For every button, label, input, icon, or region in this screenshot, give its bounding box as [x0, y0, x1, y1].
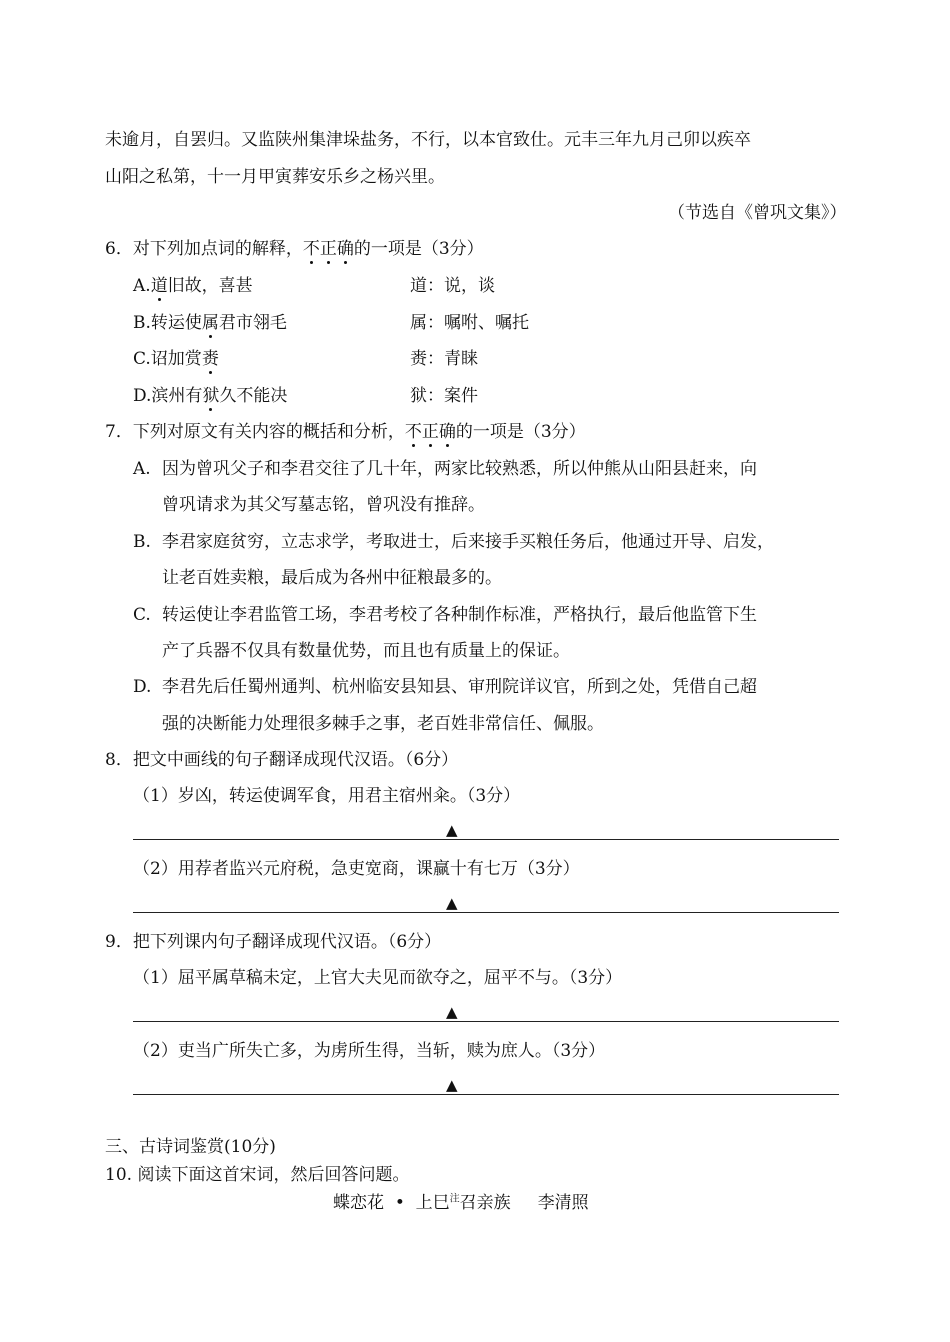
q7-option-label: C. [133, 605, 151, 625]
dotted-word: 属 [201, 313, 219, 333]
answer-line[interactable] [133, 839, 839, 840]
q8-item-1: （1）岁凶，转运使调军食，用君主宿州籴。（3分） [133, 786, 521, 806]
q6-option-b: B.转运使属君市翎毛 [133, 313, 287, 333]
q6-option-a: A.道旧故，喜甚 [133, 276, 253, 296]
poem-title: 蝶恋花 • 上巳$^注$召亲族 李清照 [333, 1193, 589, 1213]
title-separator: • [394, 1193, 405, 1213]
q7-option-c-line: 转运使让李君监管工场，李君考校了各种制作标准，严格执行，最后他监管下生 [162, 605, 757, 625]
dotted-word: 狱 [202, 386, 220, 406]
dotted-word: 赉 [201, 349, 219, 369]
emphasis-dot-char: 正 [319, 239, 337, 259]
q7-option-label: A. [133, 459, 151, 479]
q6-option-d: D.滨州有狱久不能决 [133, 386, 288, 406]
q6-option-b-explain: 属：嘱咐、嘱托 [410, 313, 529, 333]
emphasis-dot-char: 不 [404, 422, 422, 442]
q7-option-label: D. [133, 677, 152, 697]
emphasis-dot-char: 确 [438, 422, 456, 442]
answer-line[interactable] [133, 1094, 839, 1095]
q9-stem: 9．把下列课内句子翻译成现代汉语。（6分） [105, 932, 442, 952]
answer-line[interactable] [133, 912, 839, 913]
emphasis-dot-char: 不 [302, 239, 320, 259]
q6-option-a-explain: 道：说，谈 [410, 276, 495, 296]
q7-option-a-line: 因为曾巩父子和李君交往了几十年，两家比较熟悉，所以仲熊从山阳县赶来，向 [162, 459, 757, 479]
passage-line: 山阳之私第，十一月甲寅葬安乐乡之杨兴里。 [105, 167, 445, 187]
poem-author: 李清照 [537, 1193, 589, 1213]
answer-mark-icon: ▲ [446, 1076, 458, 1094]
passage-line: 未逾月，自罢归。又监陕州集津垛盐务，不行，以本官致仕。元丰三年九月己卯以疾卒 [105, 130, 751, 150]
emphasis-dot-char: 确 [336, 239, 354, 259]
section-heading: 三、古诗词鉴赏(10分) [105, 1137, 276, 1157]
q8-stem: 8．把文中画线的句子翻译成现代汉语。（6分） [105, 750, 459, 770]
q7-option-b-line: 李君家庭贫穷，立志求学，考取进士，后来接手买粮任务后，他通过开导、启发， [162, 532, 774, 552]
passage-source: （节选自《曾巩文集》） [668, 203, 847, 223]
answer-mark-icon: ▲ [446, 821, 458, 839]
q6-option-c-explain: 赉：青睐 [410, 349, 478, 369]
q9-item-1: （1）屈平属草稿未定，上官大夫见而欲夺之，屈平不与。（3分） [133, 968, 623, 988]
answer-line[interactable] [133, 1021, 839, 1022]
q7-stem: 7．下列对原文有关内容的概括和分析，不正确的一项是（3分） [105, 422, 586, 442]
q6-option-d-explain: 狱：案件 [410, 386, 478, 406]
footnote-marker: 注 [449, 1193, 460, 1205]
q6-stem: 6．对下列加点词的解释，不正确的一项是（3分） [105, 239, 484, 259]
q6-option-c: C.诏加赏赉 [133, 349, 219, 369]
dotted-word: 道 [150, 276, 168, 296]
q10-stem: 10. 阅读下面这首宋词，然后回答问题。 [105, 1165, 410, 1185]
q7-option-a-line: 曾巩请求为其父写墓志铭，曾巩没有推辞。 [162, 495, 485, 515]
q9-item-2: （2）吏当广所失亡多，为虏所生得，当斩，赎为庶人。（3分） [133, 1041, 606, 1061]
emphasis-dot-char: 正 [421, 422, 439, 442]
q8-item-2: （2）用荐者监兴元府税，急吏宽商，课赢十有七万（3分） [133, 859, 580, 879]
q7-option-b-line: 让老百姓卖粮，最后成为各州中征粮最多的。 [162, 568, 502, 588]
answer-mark-icon: ▲ [446, 1003, 458, 1021]
q7-option-c-line: 产了兵器不仅具有数量优势，而且也有质量上的保证。 [162, 641, 570, 661]
answer-mark-icon: ▲ [446, 894, 458, 912]
q7-option-d-line: 强的决断能力处理很多棘手之事，老百姓非常信任、佩服。 [162, 714, 604, 734]
q7-option-label: B. [133, 532, 151, 552]
q7-option-d-line: 李君先后任蜀州通判、杭州临安县知县、审刑院详议官，所到之处，凭借自己超 [162, 677, 757, 697]
